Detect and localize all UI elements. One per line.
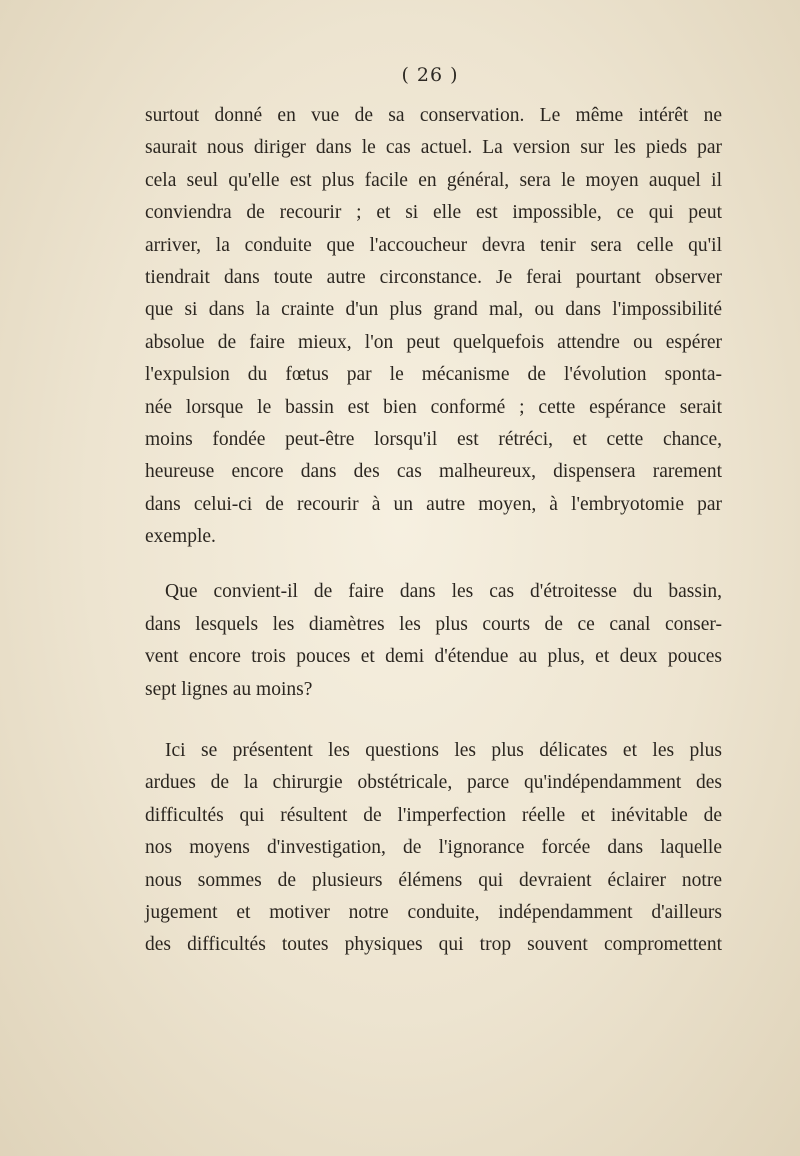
paragraph-3: [145, 735, 722, 962]
text-line: des difficultés toutes physiques qui trop souvent compromettent: [145, 934, 722, 956]
text-line: nous sommes de plusieurs élémens qui devraient éclairer notre: [145, 869, 722, 891]
text-line: dans celui-ci de recourir à un autre moyen, à l'embryotomie par: [145, 493, 722, 515]
text-line: vent encore trois pouces et demi d'étendue au plus, et deux pouces: [145, 646, 722, 668]
text-line: dans lesquels les diamètres les plus courts de ce canal conser-: [145, 613, 722, 635]
text-line: jugement et motiver notre conduite, indépendamment d'ailleurs: [145, 901, 722, 923]
text-line: ardues de la chirurgie obstétricale, parce qu'indépendamment des: [145, 772, 722, 794]
text-line: cela seul qu'elle est plus facile en général, sera le moyen auquel il: [145, 169, 722, 191]
text-line: moins fondée peut-être lorsqu'il est rétréci, et cette chance,: [145, 428, 722, 450]
text-line: Que convient-il de faire dans les cas d'étroitesse du bassin,: [165, 581, 722, 603]
paragraph-spacer: [145, 553, 722, 576]
text-line: née lorsque le bassin est bien conformé ; cette espérance serait: [145, 396, 722, 418]
text-line: nos moyens d'investigation, de l'ignorance forcée dans laquelle: [145, 837, 722, 859]
paragraph-spacer: [145, 706, 722, 735]
text-line: tiendrait dans toute autre circonstance. Je ferai pourtant observer: [145, 266, 722, 288]
text-line: absolue de faire mieux, l'on peut quelquefois attendre ou espérer: [145, 331, 722, 353]
text-line: difficultés qui résultent de l'imperfection réelle et inévitable de: [145, 804, 722, 826]
body-text: [145, 100, 722, 962]
text-line: que si dans la crainte d'un plus grand mal, ou dans l'impossibilité: [145, 299, 722, 321]
text-line: conviendra de recourir ; et si elle est impossible, ce qui peut: [145, 202, 722, 224]
text-line: surtout donné en vue de sa conservation. Le même intérêt ne: [145, 105, 722, 126]
text-line: arriver, la conduite que l'accoucheur devra tenir sera celle qu'il: [145, 234, 722, 256]
text-line: saurait nous diriger dans le cas actuel. La version sur les pieds par: [145, 137, 722, 159]
text-line: l'expulsion du fœtus par le mécanisme de l'évolution sponta-: [145, 364, 722, 386]
paragraph-2: [145, 576, 722, 706]
text-line: Ici se présentent les questions les plus délicates et les plus: [165, 740, 722, 762]
text-line: exemple.: [145, 526, 216, 548]
page-number: ( 26 ): [401, 64, 459, 86]
text-line: sept lignes au moins?: [145, 678, 313, 700]
paragraph-1: [145, 100, 722, 553]
text-line: heureuse encore dans des cas malheureux, dispensera rarement: [145, 461, 722, 483]
